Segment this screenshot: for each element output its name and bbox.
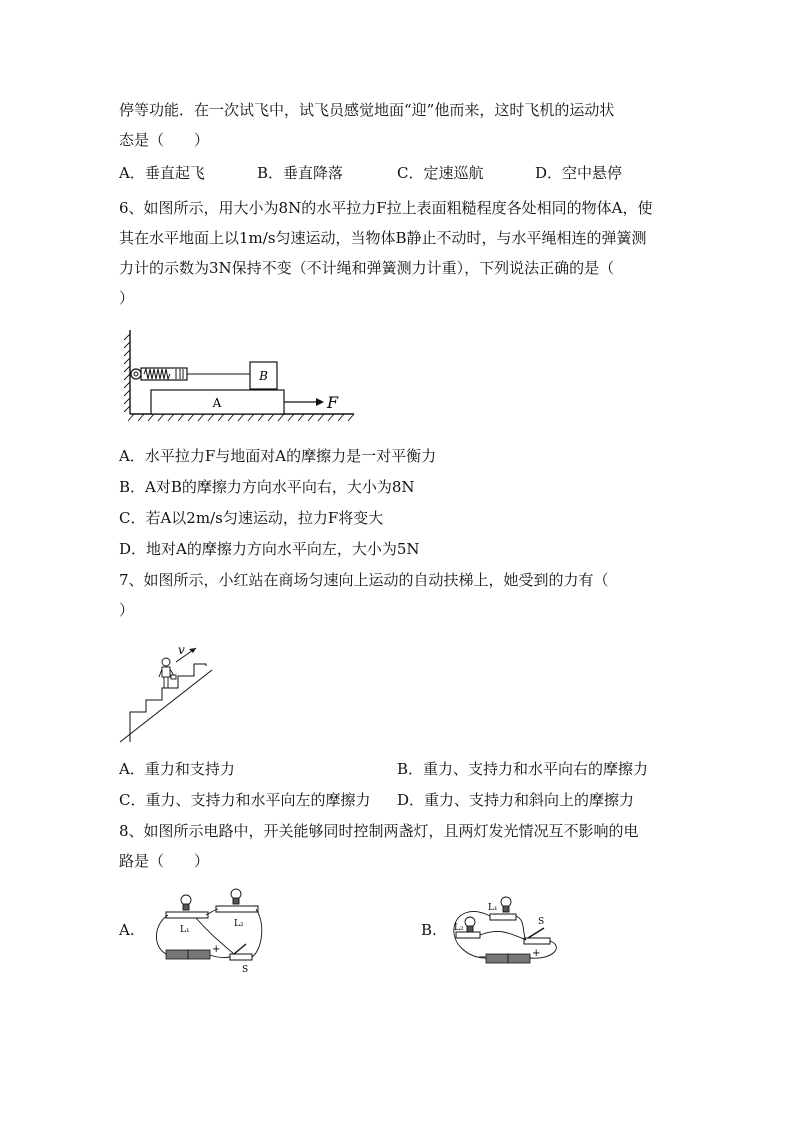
q6-stem-line-4: ）	[119, 289, 135, 307]
velocity-label: v	[178, 643, 185, 657]
escalator-rail	[120, 670, 212, 742]
switch-base	[524, 938, 550, 944]
l2-label: L₂	[454, 923, 464, 933]
q7-option-c: C．重力、支持力和水平向左的摩擦力	[119, 791, 371, 809]
switch-label: S	[242, 965, 249, 975]
q6-option-c: C．若A以2m/s匀速运动，拉力F将变大	[119, 509, 384, 527]
q7-option-b: B．重力、支持力和水平向右的摩擦力	[397, 760, 649, 778]
l1-label: L₁	[488, 903, 498, 913]
bulb-l2-icon	[231, 889, 241, 904]
lamp-l2-base	[216, 906, 258, 912]
q8-stem-line-1: 8、如图所示电路中，开关能够同时控制两盏灯，且两灯发光情况互不影响的电	[119, 822, 639, 840]
switch-lever	[234, 944, 246, 954]
l1-label: L₁	[180, 925, 190, 935]
battery-cell-2	[508, 954, 530, 963]
q8-fig-a-label: A.	[119, 921, 135, 939]
q8-circuit-b	[450, 888, 565, 970]
switch-lever	[528, 928, 544, 938]
switch-base	[230, 954, 252, 960]
wire	[210, 955, 230, 958]
switch-label: S	[538, 917, 545, 927]
bulb-l1-icon	[181, 895, 191, 910]
battery-plus: +	[532, 948, 541, 959]
wall-hatching	[124, 334, 130, 412]
battery-cell-1	[486, 954, 508, 963]
battery-cell-1	[166, 950, 188, 959]
q5-option-b: B．垂直降落	[257, 164, 344, 182]
ground-hatching	[128, 414, 354, 421]
bulb-l1-icon	[501, 897, 511, 912]
q5-option-a: A．垂直起飞	[119, 164, 205, 182]
lamp-l1-base	[166, 912, 208, 918]
spring-scale	[131, 368, 250, 380]
q7-option-d: D．重力、支持力和斜向上的摩擦力	[397, 791, 635, 809]
q7-stem-line-2: ）	[119, 601, 135, 619]
q7-option-a: A．重力和支持力	[119, 760, 235, 778]
q8-circuit-a	[150, 888, 270, 980]
block-b-label: B	[259, 369, 268, 383]
force-label: F	[327, 393, 339, 412]
q7-figure-escalator	[118, 640, 218, 745]
q6-stem-line-1: 6、如图所示，用大小为8N的水平拉力F拉上表面粗糙程度各处相同的物体A，使	[119, 199, 653, 217]
battery-minus: −	[478, 952, 487, 963]
q6-option-b: B．A对B的摩擦力方向水平向右，大小为8N	[119, 478, 415, 496]
q6-option-a: A．水平拉力F与地面对A的摩擦力是一对平衡力	[119, 447, 437, 465]
l2-label: L₂	[234, 919, 244, 929]
wire	[156, 915, 168, 954]
block-a-label: A	[212, 396, 222, 410]
q6-option-d: D．地对A的摩擦力方向水平向左，大小为5N	[119, 540, 420, 558]
wire	[252, 909, 262, 957]
person-figure	[159, 658, 176, 688]
force-arrow-head	[316, 398, 324, 406]
q6-stem-line-2: 其在水平地面上以1m/s匀速运动，当物体B静止不动时，与水平绳相连的弹簧测	[119, 229, 647, 247]
q5-stem-line-1: 停等功能．在一次试飞中，试飞员感觉地面“迎”他而来，这时飞机的运动状	[119, 101, 615, 119]
q6-figure-spring-blocks	[118, 322, 363, 428]
q6-stem-line-3: 力计的示数为3N保持不变（不计绳和弹簧测力计重），下列说法正确的是（	[119, 259, 615, 277]
battery-plus: +	[212, 944, 221, 955]
q5-option-c: C．定速巡航	[397, 164, 484, 182]
q5-option-d: D．空中悬停	[535, 164, 623, 182]
q8-stem-line-2: 路是（ ）	[119, 852, 210, 870]
lamp-l1-base	[490, 914, 516, 920]
battery-cell-2	[188, 950, 210, 959]
q8-fig-b-label: B.	[421, 921, 437, 939]
bulb-l2-icon	[465, 917, 475, 932]
q5-stem-line-2: 态是（ ）	[119, 131, 210, 149]
wire	[480, 931, 526, 940]
q7-stem-line-1: 7、如图所示，小红站在商场匀速向上运动的自动扶梯上，她受到的力有（	[119, 571, 609, 589]
